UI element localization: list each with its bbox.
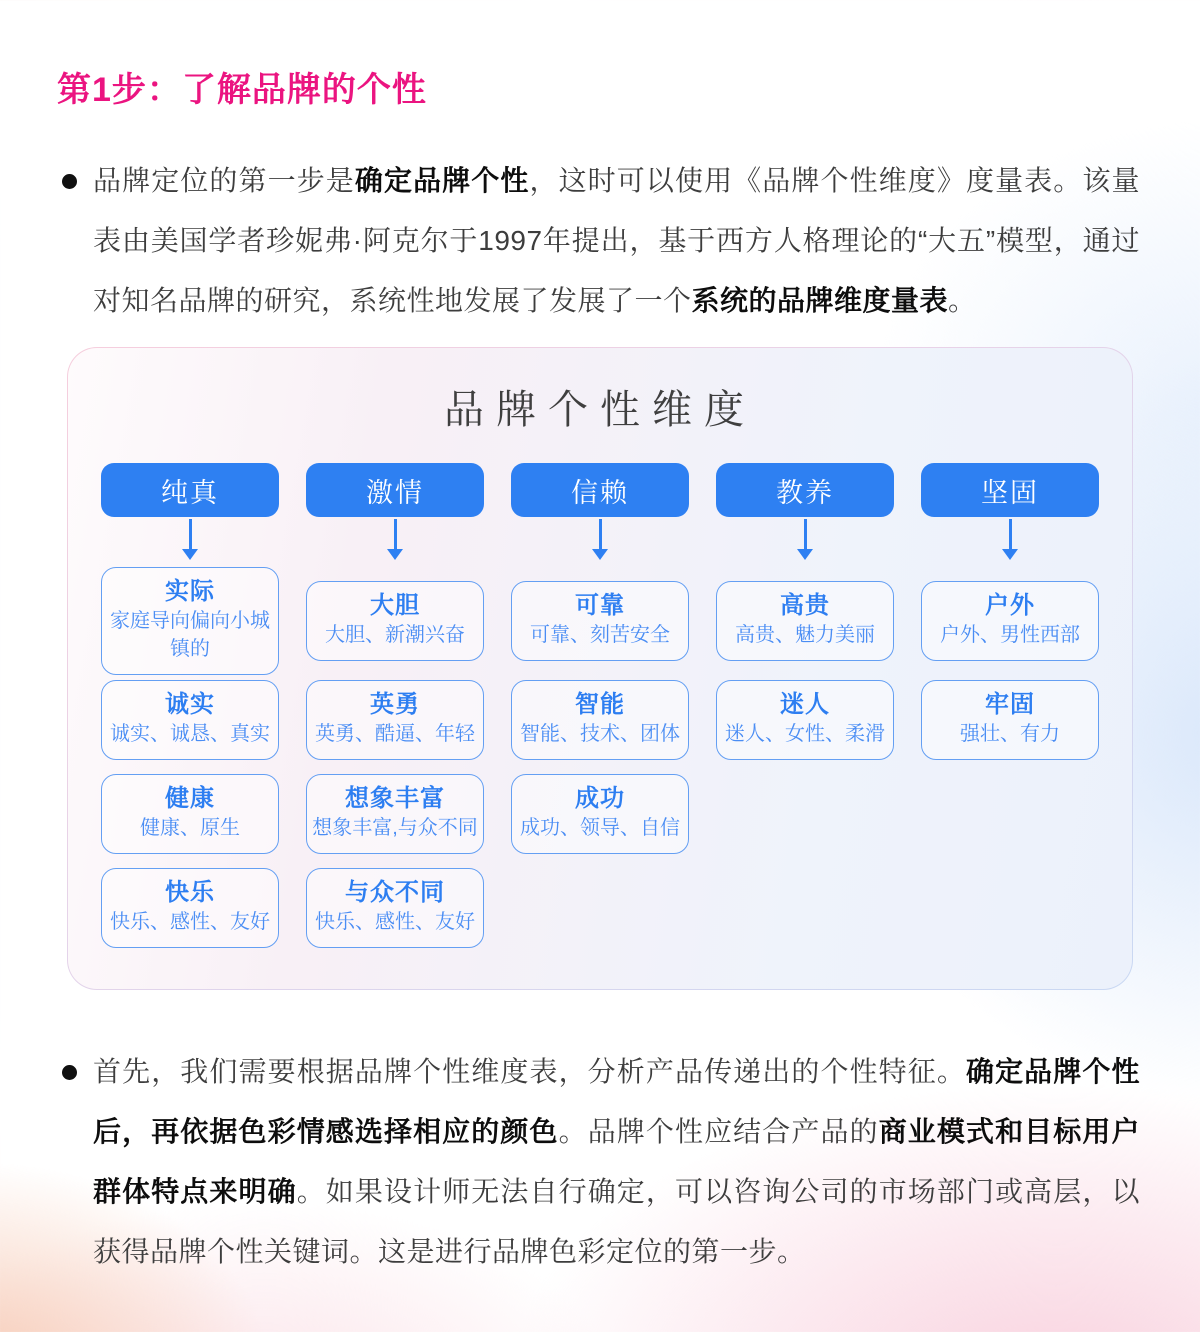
down-arrow-icon bbox=[592, 517, 608, 562]
diagram-grid bbox=[98, 463, 1102, 962]
trait-slot bbox=[101, 868, 279, 962]
trait-slot bbox=[716, 680, 894, 774]
trait-slot bbox=[511, 562, 689, 680]
trait-box bbox=[511, 680, 689, 760]
trait-title: 诚实 bbox=[165, 691, 215, 718]
dimension-column-5 bbox=[921, 463, 1099, 962]
trait-box bbox=[306, 868, 484, 948]
dimension-pill: 坚固 bbox=[921, 463, 1099, 517]
trait-title: 成功 bbox=[575, 785, 625, 812]
page-title: 第1步：了解品牌的个性 bbox=[57, 71, 427, 109]
trait-keywords: 可靠、刻苦安全 bbox=[530, 624, 670, 646]
trait-keywords: 成功、领导、自信 bbox=[520, 817, 680, 839]
dimension-pill: 纯真 bbox=[101, 463, 279, 517]
trait-keywords: 想象丰富,与众不同 bbox=[312, 817, 478, 839]
arrow-line bbox=[599, 519, 602, 549]
dimension-pill: 信赖 bbox=[511, 463, 689, 517]
trait-slot bbox=[716, 562, 894, 680]
trait-keywords: 英勇、酷逼、年轻 bbox=[315, 723, 475, 745]
trait-box bbox=[306, 774, 484, 854]
trait-keywords: 强壮、有力 bbox=[960, 723, 1060, 745]
arrow-head bbox=[797, 549, 813, 560]
trait-title: 英勇 bbox=[370, 691, 420, 718]
trait-box bbox=[101, 868, 279, 948]
trait-box bbox=[101, 774, 279, 854]
brand-dimensions-card bbox=[67, 347, 1133, 990]
trait-keywords: 智能、技术、团体 bbox=[520, 723, 680, 745]
trait-slot bbox=[306, 774, 484, 868]
trait-box bbox=[101, 680, 279, 760]
trait-slot bbox=[306, 868, 484, 962]
trait-title: 牢固 bbox=[985, 691, 1035, 718]
dimension-column-4 bbox=[716, 463, 894, 962]
trait-title: 健康 bbox=[165, 785, 215, 812]
bullet-dot bbox=[62, 1065, 77, 1080]
trait-box bbox=[716, 680, 894, 760]
trait-box bbox=[921, 581, 1099, 661]
down-arrow-icon bbox=[1002, 517, 1018, 562]
intro-text: 品牌定位的第一步是确定品牌个性，这时可以使用《品牌个性维度》度量表。该量表由美国学者珍妮弗·阿克尔于1997年提出，基于西方人格理论的“大五”模型，通过对知名品牌的研究，系统性地发展了发展了一个系统的品牌维度量表。 bbox=[93, 165, 1140, 316]
trait-title: 想象丰富 bbox=[345, 785, 445, 812]
trait-box bbox=[101, 567, 279, 675]
trait-title: 高贵 bbox=[780, 592, 830, 619]
trait-slot bbox=[101, 562, 279, 680]
dimension-column-3 bbox=[511, 463, 689, 962]
trait-box bbox=[716, 581, 894, 661]
trait-keywords: 诚实、诚恳、真实 bbox=[110, 723, 270, 745]
trait-slot bbox=[921, 562, 1099, 680]
trait-keywords: 高贵、魅力美丽 bbox=[735, 624, 875, 646]
trait-box bbox=[511, 774, 689, 854]
trait-keywords: 家庭导向偏向小城镇的 bbox=[110, 610, 270, 660]
trait-keywords: 健康、原生 bbox=[140, 817, 240, 839]
trait-keywords: 迷人、女性、柔滑 bbox=[725, 723, 885, 745]
trait-slot bbox=[306, 562, 484, 680]
arrow-line bbox=[1009, 519, 1012, 549]
trait-slot bbox=[101, 680, 279, 774]
arrow-head bbox=[387, 549, 403, 560]
trait-box bbox=[306, 680, 484, 760]
dimension-pill: 激情 bbox=[306, 463, 484, 517]
trait-slot bbox=[921, 680, 1099, 774]
down-arrow-icon bbox=[387, 517, 403, 562]
arrow-line bbox=[804, 519, 807, 549]
trait-slot bbox=[101, 774, 279, 868]
trait-title: 可靠 bbox=[575, 592, 625, 619]
arrow-head bbox=[1002, 549, 1018, 560]
arrow-line bbox=[189, 519, 192, 549]
trait-box bbox=[511, 581, 689, 661]
diagram-title: 品牌个性维度 bbox=[444, 388, 756, 432]
arrow-line bbox=[394, 519, 397, 549]
trait-title: 快乐 bbox=[165, 879, 215, 906]
closing-paragraph bbox=[57, 1042, 1140, 1282]
trait-title: 大胆 bbox=[370, 592, 420, 619]
trait-title: 实际 bbox=[165, 578, 215, 605]
arrow-head bbox=[182, 549, 198, 560]
trait-keywords: 大胆、新潮兴奋 bbox=[325, 624, 465, 646]
page bbox=[0, 62, 1200, 1282]
trait-slot bbox=[306, 680, 484, 774]
down-arrow-icon bbox=[797, 517, 813, 562]
trait-box bbox=[306, 581, 484, 661]
arrow-head bbox=[592, 549, 608, 560]
bullet-dot bbox=[62, 174, 77, 189]
trait-slot bbox=[511, 774, 689, 868]
trait-slot bbox=[511, 680, 689, 774]
trait-keywords: 快乐、感性、友好 bbox=[110, 911, 270, 933]
trait-keywords: 户外、男性西部 bbox=[940, 624, 1080, 646]
dimension-pill: 教养 bbox=[716, 463, 894, 517]
trait-title: 迷人 bbox=[780, 691, 830, 718]
trait-title: 智能 bbox=[575, 691, 625, 718]
dimension-column-1 bbox=[101, 463, 279, 962]
closing-text: 首先，我们需要根据品牌个性维度表，分析产品传递出的个性特征。确定品牌个性后，再依据色彩情感选择相应的颜色。品牌个性应结合产品的商业模式和目标用户群体特点来明确。如果设计师无法自行确定，可以咨询公司的市场部门或高层，以获得品牌个性关键词。这是进行品牌色彩定位的第一步。 bbox=[93, 1056, 1140, 1267]
dimension-column-2 bbox=[306, 463, 484, 962]
trait-title: 与众不同 bbox=[345, 879, 445, 906]
trait-keywords: 快乐、感性、友好 bbox=[315, 911, 475, 933]
intro-paragraph bbox=[57, 151, 1140, 331]
trait-title: 户外 bbox=[985, 592, 1035, 619]
down-arrow-icon bbox=[182, 517, 198, 562]
trait-box bbox=[921, 680, 1099, 760]
